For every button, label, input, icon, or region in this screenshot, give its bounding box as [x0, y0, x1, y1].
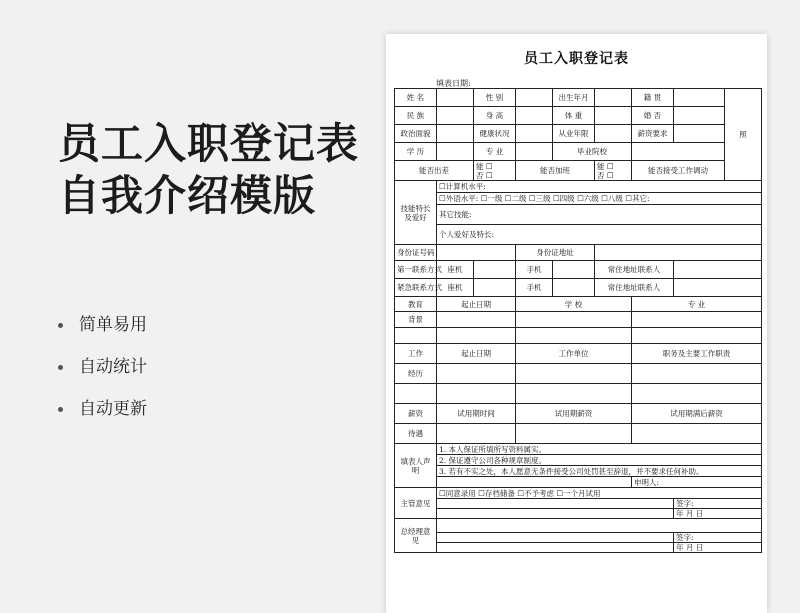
education-bg-spacer — [395, 328, 437, 344]
work-date-cell[interactable] — [437, 364, 516, 384]
health-field[interactable] — [516, 125, 553, 143]
native-label: 籍 贯 — [632, 89, 674, 107]
landline-label: 座机 — [437, 261, 474, 279]
address-contact-label: 常住地址联系人 — [595, 279, 674, 297]
landline-label: 座机 — [437, 279, 474, 297]
work-date-cell[interactable] — [437, 384, 516, 404]
edu-major-header: 专 业 — [632, 297, 762, 312]
gender-field[interactable] — [516, 89, 553, 107]
feature-item: 自动统计 — [58, 354, 147, 396]
ethnic-field[interactable] — [437, 107, 474, 125]
work-position-header: 职务及主要工作职责 — [632, 344, 762, 364]
school-field[interactable] — [632, 143, 725, 161]
mobile-label: 手机 — [516, 261, 553, 279]
edu-school-cell[interactable] — [516, 312, 632, 328]
salary-label: 薪资 — [395, 404, 437, 424]
education-label: 学 历 — [395, 143, 437, 161]
weight-label: 体 重 — [553, 107, 595, 125]
mobile-field[interactable] — [553, 279, 595, 297]
probation-time-header: 试用期时间 — [437, 404, 516, 424]
computer-level[interactable]: ☐计算机水平: — [437, 181, 762, 193]
hobby[interactable]: 个人爱好及特长: — [437, 225, 762, 245]
landline-field[interactable] — [474, 261, 516, 279]
education-bg-label: 背景 — [395, 312, 437, 328]
manager-sign[interactable]: 签字: — [674, 533, 762, 543]
gender-label: 性 别 — [474, 89, 516, 107]
ethnic-label: 民 族 — [395, 107, 437, 125]
school-label: 毕业院校 — [553, 143, 632, 161]
work-position-cell[interactable] — [632, 384, 762, 404]
id-address-label: 身份证地址 — [516, 245, 595, 261]
birth-label: 出生年月 — [553, 89, 595, 107]
overtime-label: 能否加班 — [516, 161, 595, 181]
bullet-icon — [58, 407, 63, 412]
fill-date-label: 填表日期: — [436, 79, 471, 88]
skills-label: 技能特长及爱好 — [395, 181, 437, 245]
work-years-field[interactable] — [595, 125, 632, 143]
supervisor-options[interactable]: ☐同意录用 ☐存档储备 ☐不予考虑 ☐一个月试用 — [437, 488, 762, 499]
overtime-choice[interactable]: 能 ☐ 否 ☐ — [595, 161, 632, 181]
landline-field[interactable] — [474, 279, 516, 297]
manager-label: 总经理意见 — [395, 519, 437, 553]
probation-time-cell[interactable] — [437, 424, 516, 444]
education-field[interactable] — [437, 143, 474, 161]
edu-date-cell[interactable] — [437, 312, 516, 328]
first-contact-label: 第一联系方式 — [395, 261, 437, 279]
work-exp-spacer — [395, 384, 437, 404]
manager-spacer — [437, 543, 674, 553]
height-label: 身 高 — [474, 107, 516, 125]
bullet-icon — [58, 323, 63, 328]
address-contact-label: 常住地址联系人 — [595, 261, 674, 279]
major-field[interactable] — [516, 143, 553, 161]
salary-req-field[interactable] — [674, 125, 725, 143]
id-address-field[interactable] — [595, 245, 762, 261]
work-years-label: 从业年限 — [553, 125, 595, 143]
after-salary-header: 试用期满后薪资 — [632, 404, 762, 424]
edu-school-header: 学 校 — [516, 297, 632, 312]
work-company-cell[interactable] — [516, 364, 632, 384]
declaration-item: 1. 本人保证所填所写资料属实。 — [437, 444, 762, 455]
supervisor-date[interactable]: 年 月 日 — [674, 509, 762, 519]
edu-major-cell[interactable] — [632, 328, 762, 344]
hero-title — [58, 118, 359, 222]
birth-field[interactable] — [595, 89, 632, 107]
transfer-label: 能否接受工作调动 — [632, 161, 725, 181]
work-company-cell[interactable] — [516, 384, 632, 404]
business-trip-label: 能否出差 — [395, 161, 474, 181]
political-field[interactable] — [437, 125, 474, 143]
declaration-item: 2. 保证遵守公司各种规章制度。 — [437, 455, 762, 466]
form-title: 员工入职登记表 — [524, 51, 629, 67]
health-label: 健康状况 — [474, 125, 516, 143]
marital-field[interactable] — [674, 107, 725, 125]
business-trip-choice[interactable]: 能 ☐ 否 ☐ — [474, 161, 516, 181]
hero-title-line2: 自我介绍模版 — [58, 171, 317, 220]
id-card-field[interactable] — [437, 245, 516, 261]
language-level[interactable]: ☐外语水平: ☐一级 ☐二级 ☐三级 ☐四级 ☐六级 ☐八级 ☐其它: — [437, 193, 762, 205]
supervisor-spacer — [437, 499, 674, 509]
weight-field[interactable] — [595, 107, 632, 125]
address-contact-field[interactable] — [674, 279, 762, 297]
applicant-sign[interactable]: 申明人: — [632, 477, 762, 488]
education-bg-label: 教育 — [395, 297, 437, 312]
declaration-spacer — [437, 477, 632, 488]
work-position-cell[interactable] — [632, 364, 762, 384]
hero-title-line1: 员工入职登记表 — [58, 119, 360, 168]
address-contact-field[interactable] — [674, 261, 762, 279]
major-label: 专 业 — [474, 143, 516, 161]
probation-salary-header: 试用期薪资 — [516, 404, 632, 424]
manager-date[interactable]: 年 月 日 — [674, 543, 762, 553]
probation-salary-cell[interactable] — [516, 424, 632, 444]
photo-box[interactable]: 照 — [725, 89, 762, 181]
declaration-label: 填表人声明 — [395, 444, 437, 488]
name-label: 姓 名 — [395, 89, 437, 107]
manager-opinion[interactable] — [437, 519, 762, 533]
form-document — [386, 34, 767, 613]
native-field[interactable] — [674, 89, 725, 107]
mobile-field[interactable] — [553, 261, 595, 279]
edu-date-cell[interactable] — [437, 328, 516, 344]
declaration-item: 3. 若有不实之处，本人愿意无条件接受公司处罚甚至辞退，并不要求任何补助。 — [437, 466, 762, 477]
mobile-label: 手机 — [516, 279, 553, 297]
marital-label: 婚 否 — [632, 107, 674, 125]
after-salary-cell[interactable] — [632, 424, 762, 444]
political-label: 政治面貌 — [395, 125, 437, 143]
feature-item: 自动更新 — [58, 396, 147, 438]
supervisor-label: 主管意见 — [395, 488, 437, 519]
manager-spacer — [437, 533, 674, 543]
other-skills[interactable]: 其它技能: — [437, 205, 762, 225]
work-company-header: 工作单位 — [516, 344, 632, 364]
registration-table — [394, 88, 762, 553]
id-card-label: 身份证号码 — [395, 245, 437, 261]
supervisor-spacer — [437, 509, 674, 519]
work-date-header: 起止日期 — [437, 344, 516, 364]
edu-date-header: 起止日期 — [437, 297, 516, 312]
name-field[interactable] — [437, 89, 474, 107]
salary-req-label: 薪资要求 — [632, 125, 674, 143]
emergency-contact-label: 紧急联系方式 — [395, 279, 437, 297]
edu-school-cell[interactable] — [516, 328, 632, 344]
feature-item: 简单易用 — [58, 312, 147, 354]
bullet-icon — [58, 365, 63, 370]
feature-list — [58, 312, 147, 438]
height-field[interactable] — [516, 107, 553, 125]
salary-label: 待遇 — [395, 424, 437, 444]
work-exp-label: 经历 — [395, 364, 437, 384]
work-exp-label: 工作 — [395, 344, 437, 364]
edu-major-cell[interactable] — [632, 312, 762, 328]
supervisor-sign[interactable]: 签字: — [674, 499, 762, 509]
